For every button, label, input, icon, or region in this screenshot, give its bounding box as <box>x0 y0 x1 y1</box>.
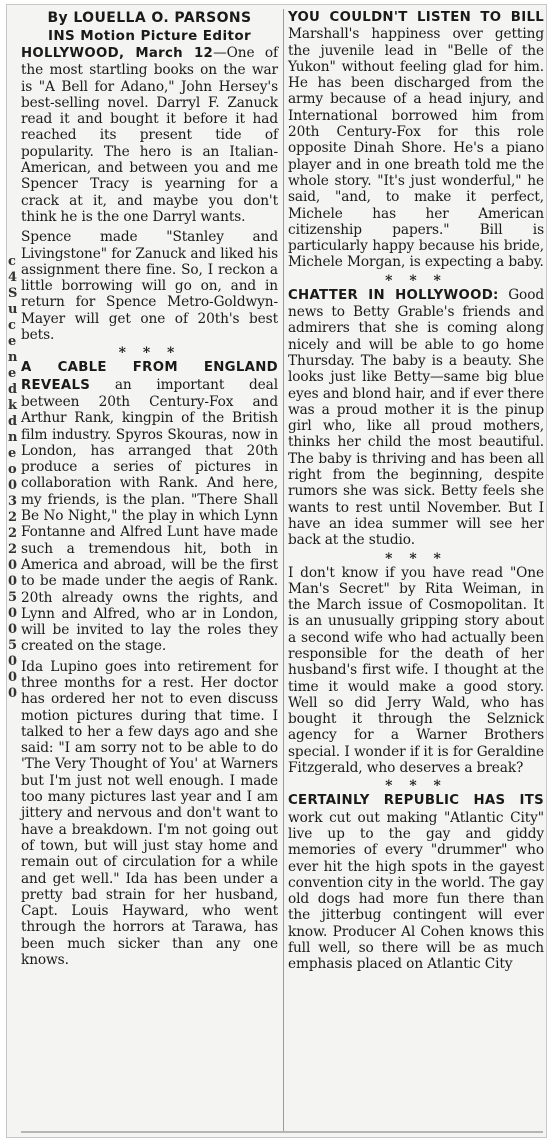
left-column <box>21 9 278 972</box>
section-separator: * * * <box>385 272 447 289</box>
paragraph-text: I don't know if you have read "One Man's Secret" by Rita Weiman, in the March issue of Cosmopolitan. It is an unusually gripping story about a second wife who had actually been responsible for the death of her husband's first wife. I thought at the time it would make a good story. Well so did Jerry Wald, who has bought it through the Selznick agency for a Warner Brothers special. I wonder if it is for Geraldine Fitzgerald, who deserves a break? <box>288 564 544 777</box>
byline: By LOUELLA O. PARSONS <box>47 10 252 26</box>
edge-fragment: 0 <box>8 606 18 621</box>
edge-fragment: d <box>8 382 18 397</box>
edge-fragment: 4 <box>8 270 18 285</box>
left-paragraphs <box>21 45 278 968</box>
paragraph-text: an important deal between 20th Century-Fox and Arthur Rank, kingpin of the British film industry. Spyros Skouras, now in London, has arranged that 20th produce a series of pictures in collaboration with Rank. And here, my friends, is the plan. "There Shall Be No Night," the play in which Lynn Fontanne and Alfred Lunt have made such a tremendous hit, both in America and abroad, will be the first to be made under the aegis of Rank. 20th already owns the rights, and Lynn and Alfred, who ar in London, will be invited to lay the roles they created on the stage. <box>21 376 278 655</box>
article-paragraph <box>21 229 278 343</box>
edge-fragment: 0 <box>8 654 18 669</box>
edge-fragment: k <box>8 398 18 413</box>
newspaper-clipping <box>6 4 547 1138</box>
byline-title: INS Motion Picture Editor <box>47 28 252 44</box>
edge-fragment: 3 <box>8 494 18 509</box>
edge-fragment: 0 <box>8 670 18 685</box>
edge-fragment: 0 <box>8 558 18 573</box>
section-separator: * * * <box>118 345 181 362</box>
bottom-rule <box>21 1131 543 1133</box>
paragraph-text: —One of the most startling books on the war is "A Bell for Adano," John Hersey's best-selling novel. Darryl F. Zanuck read it and bought it before it had reached its present tide of popularity. The hero is an Italian-American, and between you and me Spencer Tracy is yearning for a crack at it, and maybe you don't think he is the one Darryl wants. <box>21 45 278 225</box>
edge-fragment: 0 <box>8 622 18 637</box>
article-paragraph <box>288 792 544 972</box>
paragraph-lead: CHATTER IN HOLLYWOOD: <box>288 287 499 303</box>
article-paragraph <box>21 659 278 969</box>
right-column <box>288 9 544 977</box>
edge-fragment: 2 <box>8 526 18 541</box>
edge-fragment: 2 <box>8 542 18 557</box>
paragraph-lead: CERTAINLY REPUBLIC HAS ITS <box>288 793 544 809</box>
article-paragraph <box>288 565 544 777</box>
article-paragraph <box>21 45 278 225</box>
edge-fragment: e <box>8 334 17 349</box>
edge-fragment: 5 <box>8 638 18 653</box>
edge-fragment: 5 <box>8 590 18 605</box>
paragraph-lead: A CABLE FROM ENGLAND REVEALS <box>21 360 278 393</box>
edge-fragment: u <box>8 302 18 317</box>
edge-fragment: e <box>8 366 17 381</box>
section-separator: * * * <box>385 550 447 567</box>
column-divider <box>283 9 284 1131</box>
article-paragraph <box>288 9 544 271</box>
edge-fragment: c <box>8 318 16 333</box>
edge-fragment: S <box>8 286 18 301</box>
article-paragraph <box>21 359 278 654</box>
torn-edge-fragments <box>7 5 19 1137</box>
edge-fragment: 0 <box>8 574 18 589</box>
edge-fragment: d <box>8 414 18 429</box>
paragraph-text: Marshall's happiness over getting the juvenile lead in "Belle of the Yukon" without feeling glad for him. He has been discharged from the army because of a head injury, and International borrowed him from 20th Century-Fox for this role opposite Dinah Shore. He's a piano player and in one breath told me the whole story. "It's just wonderful," he said, "and, to make it perfect, Michele has her American citizenship papers." Bill is particularly happy because his bride, Michele Morgan, is expecting a baby. <box>288 26 544 271</box>
paragraph-text: work cut out making "Atlantic City" live up to the gay and giddy memories of every "drummer" who ever hit the high spots in the gayest convention city in the world. The gay old dogs had more fun there than the jitterbug contingent will ever know. Producer Al Cohen knows this full well, so there will be as much emphasis placed on Atlantic City <box>288 809 544 973</box>
edge-fragment: e <box>8 446 17 461</box>
edge-fragment: c <box>8 254 16 269</box>
edge-fragment: o <box>8 462 17 477</box>
article-paragraph <box>288 287 544 549</box>
paragraph-lead: YOU COULDN'T LISTEN TO BILL <box>288 10 544 25</box>
section-separator: * * * <box>385 778 447 795</box>
edge-fragment: 2 <box>8 510 18 525</box>
edge-fragment: 0 <box>8 478 18 493</box>
edge-fragment: n <box>8 350 18 365</box>
right-paragraphs <box>288 9 544 973</box>
paragraph-lead: HOLLYWOOD, March 12 <box>21 46 214 61</box>
edge-fragment: 0 <box>8 686 18 701</box>
paragraph-text: Good news to Betty Grable's friends and admirers that she is coming along nicely and will be able to go home Thursday. The baby is a beauty. She looks just like Betty—same big blue eyes and blond hair, and if ever there was a proud mother it is the pinup girl who, like all proud mothers, thinks her child the most beautiful. The baby is thriving and has been all right from the beginning, despite rumors she was sick. Betty feels she wants to rest until November. But I have an idea summer will see her back at the studio. <box>288 286 544 549</box>
paragraph-text: Ida Lupino goes into retirement for three months for a rest. Her doctor has ordered her not to even discuss motion pictures during that time. I talked to her a few days ago and she said: "I am sorry not to be able to do 'The Very Thought of You' at Warners but I'm just not well enough. I made too many pictures last year and I am jittery and nervous and don't want to have a breakdown. I'm not going out of town, but will just stay home and remain out of circulation for a while and get well." Ida has been under a pretty bad strain for her husband, Capt. Louis Hayward, who went through the horrors at Tarawa, has been much sicker than any one knows. <box>21 658 278 969</box>
paragraph-text: Spence made "Stanley and Livingstone" for Zanuck and liked his assignment there fine. So, I reckon a little borrowing will go on, and in return for Spence Metro-Goldwyn-Mayer will get one of 20th's best bets. <box>21 229 278 344</box>
edge-fragment: n <box>8 430 18 445</box>
